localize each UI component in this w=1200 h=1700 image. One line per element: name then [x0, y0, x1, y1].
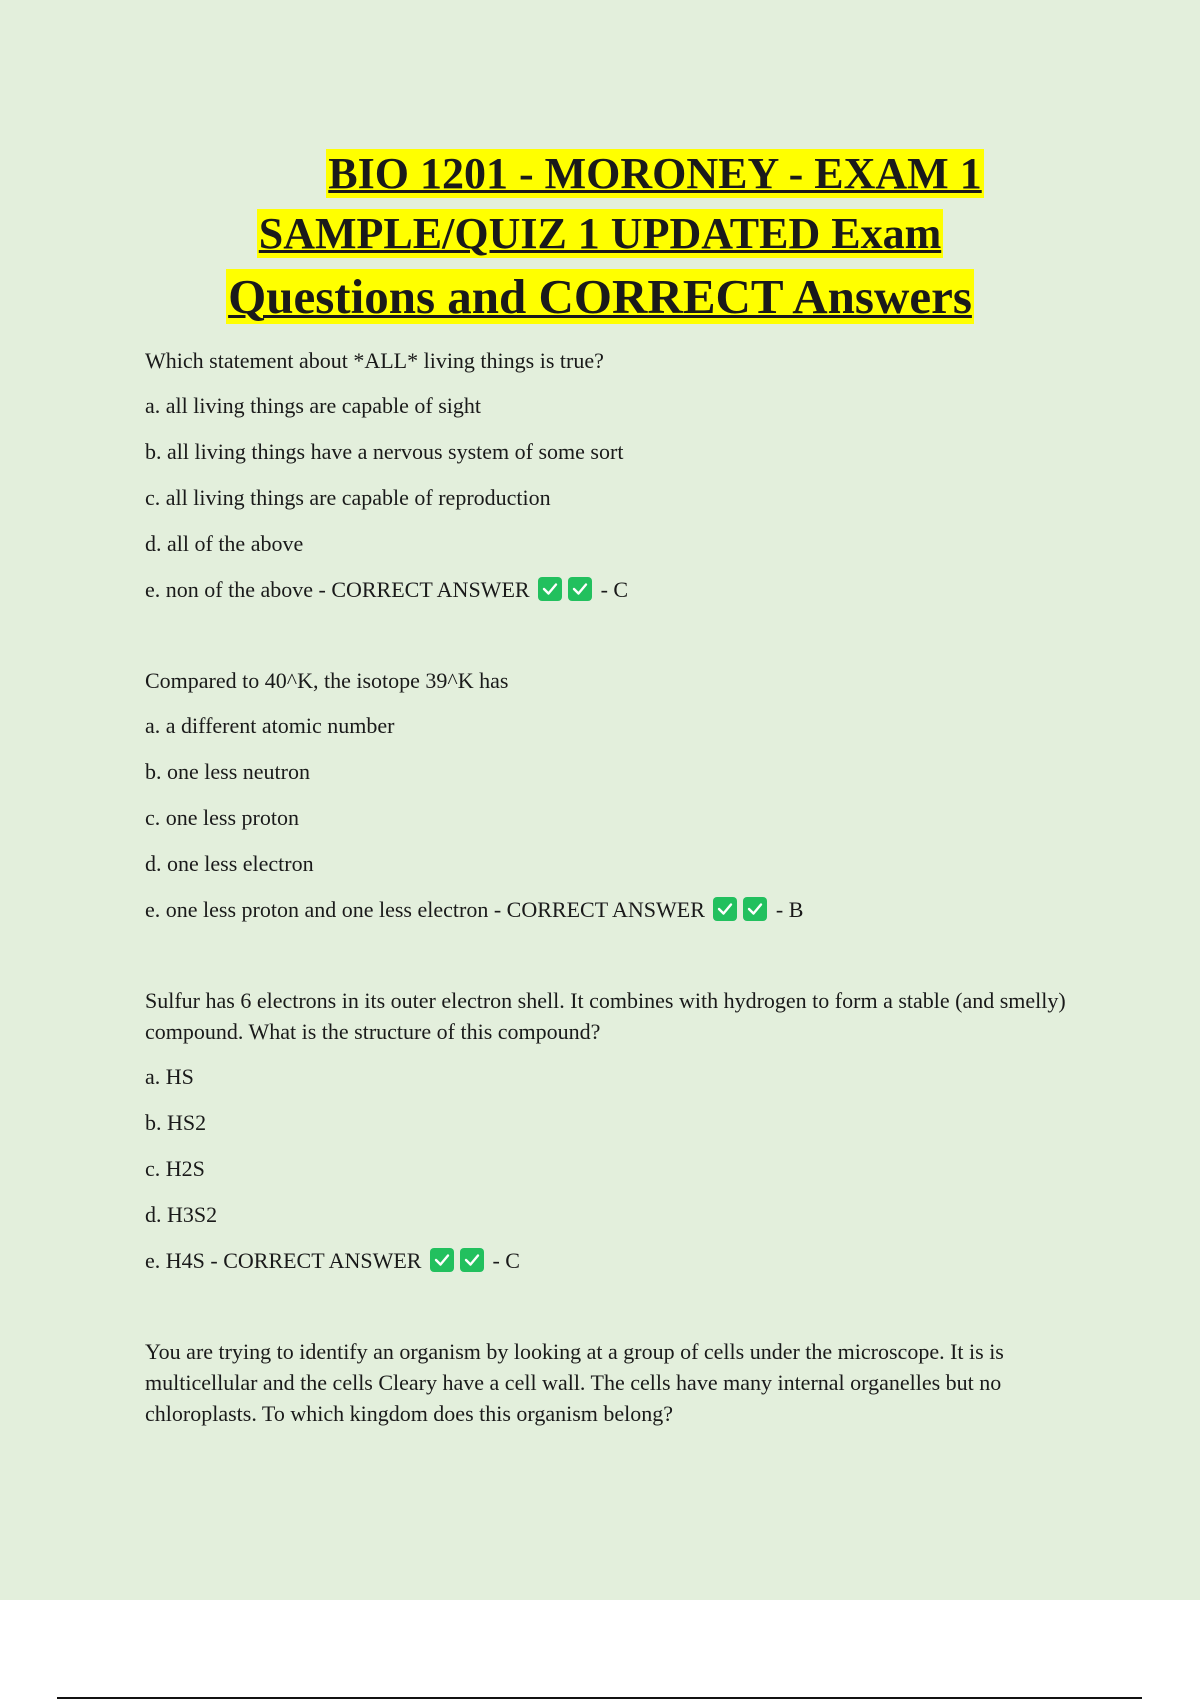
correct-answer-letter: - C [600, 577, 629, 602]
answer-option: d. all of the above [145, 531, 304, 556]
answer-option-text: e. H4S - CORRECT ANSWER [145, 1248, 422, 1273]
answer-option: a. all living things are capable of sight [145, 393, 482, 418]
answer-option: c. H2S [145, 1156, 205, 1181]
question-block [145, 985, 1090, 1276]
question-text: Sulfur has 6 electrons in its outer electron shell. It combines with hydrogen to form a stable (and smelly) compound. What is the structure of this compound? [145, 988, 1066, 1044]
answer-option-correct [145, 894, 1090, 925]
answer-option: b. HS2 [145, 1110, 207, 1135]
check-mark-icon [460, 1248, 484, 1272]
correct-answer-letter: - C [492, 1248, 520, 1273]
answer-option: b. all living things have a nervous system of some sort [145, 439, 624, 464]
document-title [0, 145, 1200, 329]
answer-option: c. all living things are capable of reproduction [145, 485, 551, 510]
question-text: Which statement about *ALL* living things is true? [145, 348, 604, 373]
answer-option: b. one less neutron [145, 759, 310, 784]
check-mark-icon [538, 577, 562, 601]
title-line-1: BIO 1201 - MORONEY - EXAM 1 [328, 149, 982, 198]
check-mark-icon [430, 1248, 454, 1272]
answer-option-text: e. one less proton and one less electron - CORRECT ANSWER [145, 897, 705, 922]
question-block [145, 665, 1090, 925]
title-line-2: SAMPLE/QUIZ 1 UPDATED Exam [258, 209, 942, 258]
answer-option-correct [145, 574, 1090, 605]
answer-option-text: e. non of the above - CORRECT ANSWER [145, 577, 530, 602]
answer-option: a. HS [145, 1064, 194, 1089]
question-block [145, 345, 1090, 605]
check-mark-icon [743, 897, 767, 921]
answer-option: a. a different atomic number [145, 713, 395, 738]
title-line-3: Questions and CORRECT Answers [228, 269, 972, 324]
check-mark-icon [568, 577, 592, 601]
answer-option: d. one less electron [145, 851, 314, 876]
answer-option-correct [145, 1245, 1090, 1276]
question-text: Compared to 40^K, the isotope 39^K has [145, 668, 509, 693]
footer-divider [57, 1697, 1142, 1699]
check-mark-icon [713, 897, 737, 921]
correct-answer-letter: - B [775, 897, 804, 922]
answer-option: d. H3S2 [145, 1202, 218, 1227]
question-block [145, 1336, 1090, 1429]
question-text: You are trying to identify an organism by looking at a group of cells under the microscope. It is is multicellular and the cells Cleary have a cell wall. The cells have many internal organelles but no chloroplasts. To which kingdom does this organism belong? [145, 1339, 1004, 1426]
questions-list [145, 345, 1090, 1473]
answer-option: c. one less proton [145, 805, 299, 830]
